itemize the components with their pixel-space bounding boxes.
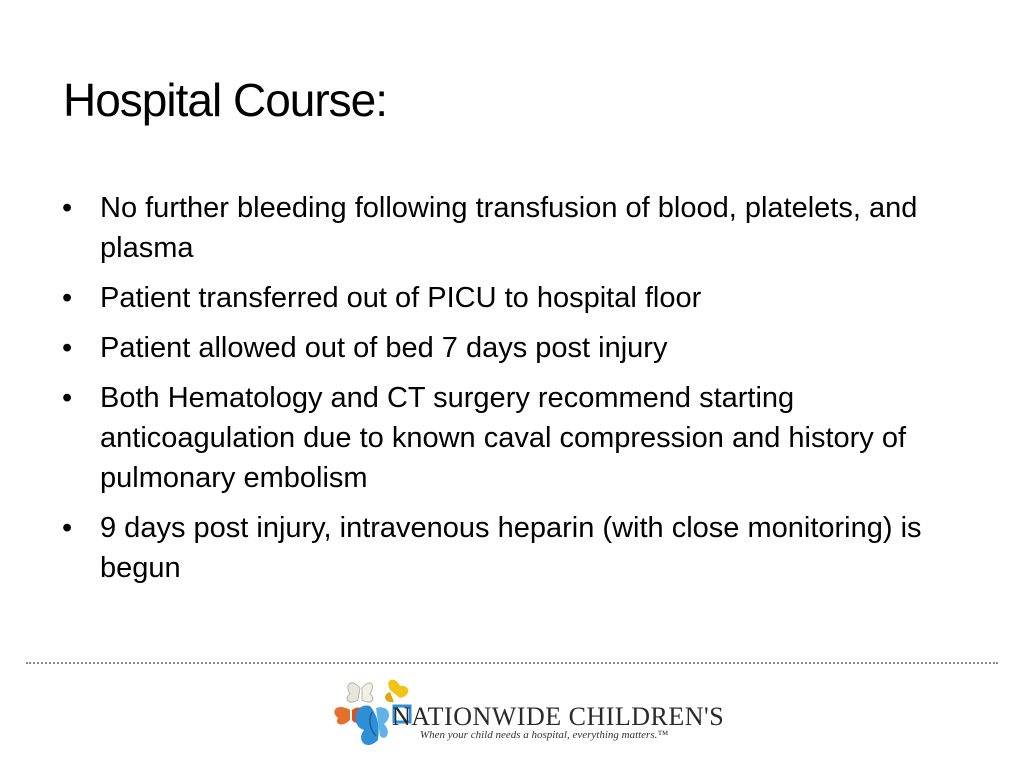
bullet-item (60, 328, 950, 368)
bullet-item (60, 278, 950, 318)
bullet-icon: • (62, 282, 73, 314)
bullet-item (60, 508, 950, 588)
logo-wordmark: NATIONWIDE CHILDREN'S (392, 702, 725, 731)
bullet-item (60, 378, 950, 498)
bullet-list (60, 188, 950, 598)
logo-tagline: When your child needs a hospital, everything matters.™ (420, 729, 669, 741)
bullet-text: Patient transferred out of PICU to hospital floor (100, 282, 702, 314)
bullet-text: Both Hematology and CT surgery recommend starting anticoagulation due to known caval compression and history of pulmonary embolism (100, 382, 907, 494)
slide-title: Hospital Course: (63, 74, 388, 126)
bullet-icon: • (62, 192, 73, 224)
bullet-icon: • (62, 512, 73, 544)
bullet-text: 9 days post injury, intravenous heparin (with close monitoring) is begun (100, 512, 922, 584)
bullet-text: No further bleeding following transfusion of blood, platelets, and plasma (100, 192, 918, 264)
bullet-icon: • (62, 382, 73, 414)
nationwide-childrens-logo (330, 676, 725, 756)
bullet-icon: • (62, 332, 73, 364)
footer-divider (26, 662, 998, 664)
bullet-text: Patient allowed out of bed 7 days post injury (100, 332, 668, 364)
bullet-item (60, 188, 950, 268)
